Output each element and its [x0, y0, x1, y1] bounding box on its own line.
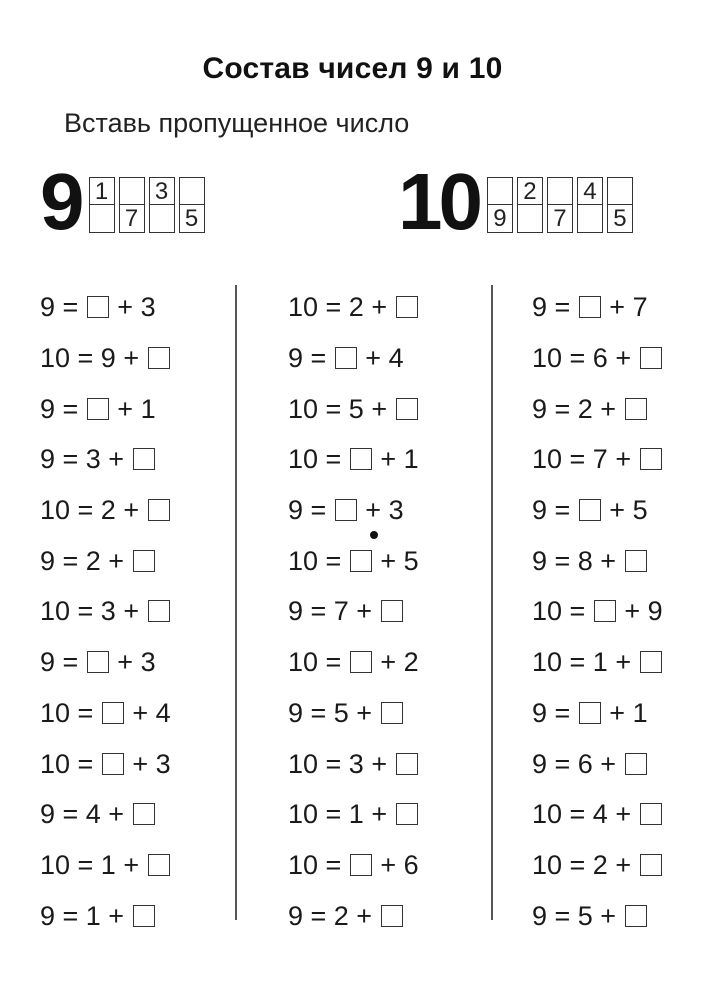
answer-box[interactable] [579, 499, 601, 521]
equation-row [288, 282, 419, 333]
equation-right: + 1 [601, 697, 648, 728]
answer-box[interactable] [381, 702, 403, 724]
equation-left: 9 = 7 + [288, 596, 380, 627]
equation-left: 9 = 5 + [288, 697, 380, 728]
equation-row [288, 434, 419, 485]
equation-left: 9 = 4 + [40, 799, 132, 830]
composition-pairs [487, 177, 637, 233]
answer-box[interactable] [625, 753, 647, 775]
equation-row [288, 738, 419, 789]
composition-cell[interactable] [179, 177, 205, 205]
equation-row [532, 383, 663, 434]
answer-box[interactable] [350, 854, 372, 876]
composition-cell[interactable] [607, 177, 633, 205]
equation-left: 10 = 6 + [532, 343, 639, 374]
answer-box[interactable] [640, 803, 662, 825]
composition-cell: 9 [487, 205, 513, 233]
answer-box[interactable] [579, 702, 601, 724]
equation-column-2 [288, 282, 419, 941]
answer-box[interactable] [625, 398, 647, 420]
composition-cell: 5 [607, 205, 633, 233]
equation-left: 9 = [532, 292, 578, 323]
answer-box[interactable] [133, 803, 155, 825]
equation-row [532, 890, 663, 941]
equation-row [532, 333, 663, 384]
equation-row [532, 282, 663, 333]
equation-left: 9 = 2 + [288, 900, 380, 931]
equation-row [40, 535, 171, 586]
equation-row [532, 738, 663, 789]
equation-left: 10 = 1 + [288, 799, 395, 830]
composition-cell: 2 [517, 177, 543, 205]
answer-box[interactable] [579, 296, 601, 318]
equation-row [288, 789, 419, 840]
equation-row [40, 586, 171, 637]
equation-row [532, 434, 663, 485]
page-title: Состав чисел 9 и 10 [202, 52, 503, 85]
composition-cell[interactable] [487, 177, 513, 205]
equation-left: 10 = 1 + [40, 849, 147, 880]
equation-row [40, 890, 171, 941]
answer-box[interactable] [102, 753, 124, 775]
equation-left: 10 = 4 + [532, 799, 639, 830]
equation-right: + 3 [109, 647, 156, 678]
equation-row [288, 688, 419, 739]
composition-cell[interactable] [547, 177, 573, 205]
equation-right: + 4 [357, 343, 404, 374]
equation-right: + 5 [372, 545, 419, 576]
composition-cell[interactable] [89, 205, 115, 233]
equation-row [40, 383, 171, 434]
column-divider [235, 285, 237, 920]
answer-box[interactable] [87, 296, 109, 318]
equation-left: 9 = [40, 393, 86, 424]
equation-row [40, 637, 171, 688]
equation-left: 10 = [288, 444, 349, 475]
equation-row [288, 535, 419, 586]
answer-box[interactable] [148, 347, 170, 369]
answer-box[interactable] [335, 499, 357, 521]
answer-box[interactable] [396, 296, 418, 318]
equation-left: 9 = 2 + [40, 545, 132, 576]
equation-left: 10 = 2 + [40, 495, 147, 526]
composition-cell[interactable] [577, 205, 603, 233]
composition-pair [487, 177, 513, 233]
equation-right: + 9 [616, 596, 663, 627]
equation-right: + 7 [601, 292, 648, 323]
composition-pairs [89, 177, 209, 233]
composition-cell: 1 [89, 177, 115, 205]
equation-left: 10 = 9 + [40, 343, 147, 374]
answer-box[interactable] [102, 702, 124, 724]
composition-cell[interactable] [119, 177, 145, 205]
equation-left: 10 = [288, 545, 349, 576]
equation-column-1 [40, 282, 171, 941]
equation-row [288, 383, 419, 434]
equation-left: 10 = [532, 596, 593, 627]
answer-box[interactable] [350, 448, 372, 470]
equation-left: 10 = 2 + [288, 292, 395, 323]
answer-box[interactable] [350, 651, 372, 673]
equation-row [40, 688, 171, 739]
answer-box[interactable] [133, 448, 155, 470]
equation-left: 10 = [288, 647, 349, 678]
equation-row [532, 637, 663, 688]
composition-house-9 [40, 157, 209, 246]
ink-dot [370, 531, 378, 539]
answer-box[interactable] [640, 448, 662, 470]
equation-row [288, 485, 419, 536]
equation-left: 9 = 2 + [532, 393, 624, 424]
answer-box[interactable] [640, 651, 662, 673]
equation-row [40, 282, 171, 333]
answer-box[interactable] [148, 600, 170, 622]
equation-row [532, 840, 663, 891]
composition-house-10 [398, 157, 637, 246]
equation-left: 9 = 8 + [532, 545, 624, 576]
equation-right: + 4 [124, 697, 171, 728]
equation-left: 10 = 7 + [532, 444, 639, 475]
equation-left: 9 = 1 + [40, 900, 132, 931]
equation-left: 9 = [532, 495, 578, 526]
answer-box[interactable] [381, 905, 403, 927]
equation-row [288, 890, 419, 941]
answer-box[interactable] [396, 803, 418, 825]
equation-row [288, 333, 419, 384]
equation-row [288, 637, 419, 688]
equation-right: + 3 [124, 748, 171, 779]
equation-right: + 3 [109, 292, 156, 323]
instruction-text: Вставь пропущенное число [64, 108, 410, 138]
column-divider [491, 285, 493, 920]
answer-box[interactable] [87, 651, 109, 673]
answer-box[interactable] [350, 550, 372, 572]
answer-box[interactable] [640, 347, 662, 369]
equation-right: + 6 [372, 849, 419, 880]
equation-left: 9 = [40, 647, 86, 678]
answer-box[interactable] [640, 854, 662, 876]
equation-right: + 1 [372, 444, 419, 475]
equation-row [288, 840, 419, 891]
answer-box[interactable] [594, 600, 616, 622]
equation-right: + 5 [601, 495, 648, 526]
composition-pair [89, 177, 115, 233]
equation-row [40, 840, 171, 891]
composition-cell: 7 [547, 205, 573, 233]
answer-box[interactable] [133, 905, 155, 927]
equation-left: 10 = [40, 697, 101, 728]
equation-row [288, 586, 419, 637]
composition-cell: 4 [577, 177, 603, 205]
composition-pair [607, 177, 633, 233]
composition-cell: 5 [179, 205, 205, 233]
composition-pair [547, 177, 573, 233]
composition-cell: 3 [149, 177, 175, 205]
equation-left: 9 = [532, 697, 578, 728]
answer-box[interactable] [133, 550, 155, 572]
composition-cell[interactable] [149, 205, 175, 233]
equation-left: 9 = 5 + [532, 900, 624, 931]
equation-left: 10 = [40, 748, 101, 779]
big-number: 10 [398, 157, 479, 246]
equation-row [532, 485, 663, 536]
composition-pair [577, 177, 603, 233]
equation-row [40, 789, 171, 840]
answer-box[interactable] [625, 905, 647, 927]
equation-row [532, 535, 663, 586]
equation-row [40, 333, 171, 384]
equation-row [40, 485, 171, 536]
answer-box[interactable] [87, 398, 109, 420]
composition-pair [119, 177, 145, 233]
equation-left: 9 = [288, 495, 334, 526]
equation-column-3 [532, 282, 663, 941]
equation-left: 10 = [288, 849, 349, 880]
equation-left: 9 = 6 + [532, 748, 624, 779]
answer-box[interactable] [396, 398, 418, 420]
composition-cell[interactable] [517, 205, 543, 233]
equation-left: 10 = 2 + [532, 849, 639, 880]
equation-right: + 1 [109, 393, 156, 424]
equation-left: 10 = 3 + [288, 748, 395, 779]
answer-box[interactable] [381, 600, 403, 622]
equation-left: 9 = [288, 343, 334, 374]
equation-row [532, 789, 663, 840]
equation-row [532, 688, 663, 739]
equation-left: 10 = 3 + [40, 596, 147, 627]
equation-left: 10 = 5 + [288, 393, 395, 424]
answer-box[interactable] [148, 499, 170, 521]
composition-cell: 7 [119, 205, 145, 233]
equation-right: + 2 [372, 647, 419, 678]
composition-pair [517, 177, 543, 233]
composition-pair [149, 177, 175, 233]
equation-row [40, 738, 171, 789]
answer-box[interactable] [148, 854, 170, 876]
equation-left: 9 = 3 + [40, 444, 132, 475]
equation-left: 10 = 1 + [532, 647, 639, 678]
equation-right: + 3 [357, 495, 404, 526]
answer-box[interactable] [396, 753, 418, 775]
equation-row [40, 434, 171, 485]
answer-box[interactable] [625, 550, 647, 572]
answer-box[interactable] [335, 347, 357, 369]
big-number: 9 [40, 157, 81, 246]
equation-row [532, 586, 663, 637]
composition-pair [179, 177, 205, 233]
equation-left: 9 = [40, 292, 86, 323]
